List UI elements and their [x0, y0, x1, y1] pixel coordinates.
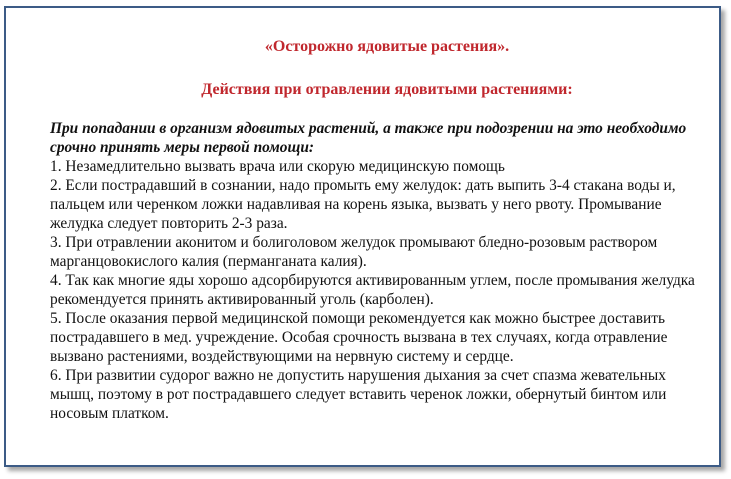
list-item-2: 2. Если пострадавший в сознании, надо промыть ему желудок: дать выпить 3-4 стакана воды и, пальцем или черенком ложки надавливая на корень языка, вызвать у него рвоту. Промывание желудка следует повторить 2-3 раза.	[50, 177, 676, 232]
intro-paragraph: При попадании в организм ядовитых растений, а также при подозрении на это необходимо срочно принять меры первой помощи:	[50, 120, 687, 156]
list-item-4: 4. Так как многие яды хорошо адсорбируются активированным углем, после промывания желудка рекомендуется принять активированный уголь (карболен).	[50, 272, 695, 308]
list-item-1: 1. Незамедлительно вызвать врача или скорую медицинскую помощь	[50, 158, 505, 175]
document-frame	[4, 6, 721, 467]
list-item-6: 6. При развитии судорог важно не допустить нарушения дыхания за счет спазма жевательных мышц, поэтому в рот пострадавшего следует вставить черенок ложки, обернутый бинтом или носовым платком.	[50, 367, 667, 422]
list-item-5: 5. После оказания первой медицинской помощи рекомендуется как можно быстрее доставить пострадавшего в мед. учреждение. Особая срочность вызвана в тех случаях, когда отравление вызвано растениями, воздействующими на нервную систему и сердце.	[50, 310, 668, 365]
document-subtitle: Действия при отравлении ядовитыми растениями:	[201, 81, 573, 98]
document-content	[50, 37, 710, 423]
list-item-3: 3. При отравлении аконитом и болиголовом желудок промывают бледно-розовым раствором марганцовокислого калия (перманганата калия).	[50, 234, 658, 270]
document-title: «Осторожно ядовитые растения».	[264, 38, 510, 55]
